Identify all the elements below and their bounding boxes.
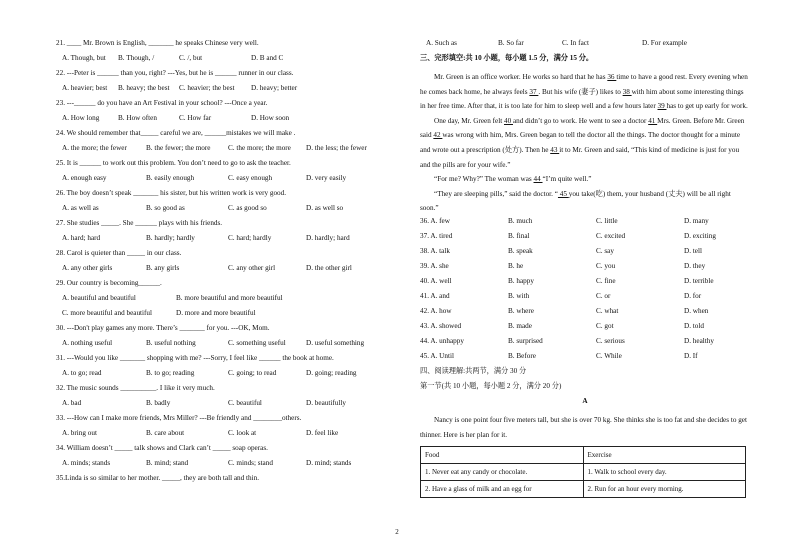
answer-option[interactable]: D. beautifully (306, 399, 346, 407)
answer-option[interactable]: C. fine (596, 276, 616, 285)
question-stem: 33. ---How can I make more friends, Mrs Miller? ---Be friendly and ________others. (56, 414, 302, 422)
answer-option[interactable]: A. nothing useful (62, 339, 113, 347)
paragraph-text: you take(吃) them, your husband (丈夫) will be all right soon.” (420, 189, 731, 213)
left-column (56, 40, 390, 490)
question-options (56, 235, 390, 250)
blank: 45 (557, 189, 569, 198)
question-stem: 22. ---Peter is ______ than you, right? ---Yes, but he is ______ runner in our class. (56, 69, 294, 77)
question-options (56, 145, 390, 160)
answer-option[interactable]: D. when (684, 306, 709, 315)
answer-option[interactable]: 45. A. Until (420, 351, 454, 360)
answer-option[interactable]: B. any girls (146, 264, 180, 272)
question-stem: 29. Our country is becoming______. (56, 279, 162, 287)
answer-option[interactable]: C. While (596, 351, 622, 360)
question-options (56, 175, 390, 190)
answer-option[interactable]: A. heavier; best (62, 84, 108, 92)
answer-option[interactable]: B. happy (508, 276, 534, 285)
question-stem: 35.Linda is so similar to her mother. _____, they are both tall and thin. (56, 474, 260, 482)
paragraph-text: with him about some interesting things in her free time. After that, it is too late for him to sleep well and a few hours later (420, 87, 744, 111)
answer-option[interactable]: C. as good so (228, 204, 267, 212)
answer-option[interactable]: B. care about (146, 429, 185, 437)
option-35-d[interactable]: D. For example (642, 39, 687, 47)
answer-option[interactable]: C. /, but (179, 54, 203, 62)
answer-option[interactable]: C. any other girl (228, 264, 276, 272)
answer-option[interactable]: A. Though, but (62, 54, 106, 62)
cloze-options (420, 218, 750, 368)
paragraph-text: it to Mr. Green and said, “This kind of medicine is just for you and the pills are for your wife.” (420, 145, 740, 169)
answer-option[interactable]: 38. A. talk (420, 246, 450, 255)
blank: 36 (607, 73, 617, 81)
question-options (56, 340, 390, 355)
paragraph-text: One day, Mr. Green felt (434, 116, 504, 125)
cloze-option-row (420, 233, 750, 248)
answer-option[interactable]: B. surprised (508, 336, 543, 345)
answer-option[interactable]: C. more beautiful and beautiful (62, 309, 153, 317)
table-cell: 2. Run for an hour every morning. (583, 481, 746, 498)
option-35-b[interactable]: B. So far (498, 39, 524, 47)
answer-option[interactable]: D. How soon (251, 114, 290, 122)
table-row (421, 464, 746, 481)
question-options (56, 55, 390, 70)
answer-option[interactable]: C. the more; the more (228, 144, 291, 152)
cloze-paragraph-1 (420, 70, 750, 114)
answer-option[interactable]: D. for (684, 291, 702, 300)
cloze-paragraph-4 (420, 187, 750, 216)
answer-option[interactable]: A. How long (62, 114, 100, 122)
question-stem: 25. It is ______ to work out this problem. You don’t need to go to ask the teacher. (56, 159, 291, 167)
answer-option[interactable]: A. bad (62, 399, 82, 407)
answer-option[interactable]: D. tell (684, 246, 702, 255)
passage-text: Nancy is one point four five meters tall, but she is over 70 kg. She thinks she is too fat and she decides to get thinner. Here is her plan for it. (420, 415, 747, 439)
question-options (56, 430, 390, 445)
question-options (56, 310, 390, 325)
answer-option[interactable]: B. speak (508, 246, 533, 255)
answer-option[interactable]: D. mind; stands (306, 459, 352, 467)
answer-option[interactable]: C. what (596, 306, 619, 315)
answer-option[interactable]: B. heavy; the best (118, 84, 170, 92)
answer-option[interactable]: D. they (684, 261, 706, 270)
answer-option[interactable]: B. where (508, 306, 534, 315)
blank: 39 (657, 102, 667, 111)
answer-option[interactable]: B. mind; stand (146, 459, 189, 467)
answer-option[interactable]: A. bring out (62, 429, 97, 437)
paragraph-text: . But his wife (妻子) likes to (538, 87, 623, 96)
paragraph-text: was wrong with him, Mrs. Green began to tell the doctor all the things. The doctor thought for a minute and wrote out a prescription (处方). Then he (420, 131, 741, 154)
blank: 37 (529, 87, 539, 96)
answer-option[interactable]: A. enough easy (62, 174, 107, 182)
answer-option[interactable]: D. terrible (684, 276, 714, 285)
paragraph-text: Mr. Green is an office worker. He works so hard that he has (434, 73, 608, 81)
cloze-option-row (420, 218, 750, 233)
question-options (56, 265, 390, 280)
answer-option[interactable]: D. more and more beautiful (176, 309, 256, 317)
answer-option[interactable]: A. to go; read (62, 369, 102, 377)
blank: 42 (433, 131, 443, 140)
answer-option[interactable]: 40. A. well (420, 276, 452, 285)
answer-option[interactable]: C. heavier; the best (179, 84, 235, 92)
answer-option[interactable]: B. final (508, 231, 530, 240)
page-number: 2 (395, 528, 399, 536)
answer-option[interactable]: B. the fewer; the more (146, 144, 211, 152)
cloze-option-row (420, 278, 750, 293)
answer-option[interactable]: D. as well so (306, 204, 344, 212)
answer-option[interactable]: 36. A. few (420, 216, 450, 225)
section1-heading: 第一节(共 10 小题，每小题 2 分，满分 20 分) (420, 381, 562, 390)
paragraph-text: has to get up early for work. (666, 102, 748, 111)
answer-option[interactable]: D. very easily (306, 174, 347, 182)
question-options (56, 205, 390, 220)
answer-option[interactable]: D. hardly; hard (306, 234, 350, 242)
cloze-paragraph-3 (420, 172, 750, 187)
question-options (56, 295, 390, 310)
answer-option[interactable]: D. healthy (684, 336, 714, 345)
answer-option[interactable]: A. as well as (62, 204, 99, 212)
cloze-paragraph-2 (420, 114, 750, 172)
answer-option[interactable]: A. beautiful and beautiful (62, 294, 136, 302)
question-stem: 23. ---______ do you have an Art Festival in your school? ---Once a year. (56, 99, 268, 107)
answer-option[interactable]: B. made (508, 321, 532, 330)
option-35-a[interactable]: A. Such as (426, 39, 457, 47)
question-options (56, 115, 390, 130)
blank: 40 (504, 116, 513, 125)
answer-option[interactable]: B. to go; reading (146, 369, 195, 377)
answer-option[interactable]: 37. A. tired (420, 231, 453, 240)
answer-option[interactable]: 44. A. unhappy (420, 336, 464, 345)
cloze-option-row (420, 293, 750, 308)
answer-option[interactable]: C. something useful (228, 339, 286, 347)
table-row (421, 481, 746, 498)
answer-option[interactable]: A. any other girls (62, 264, 113, 272)
answer-option[interactable]: B. much (508, 216, 533, 225)
question-stem: 26. The boy doesn’t speak _______ his sister, but his written work is very good. (56, 189, 287, 197)
answer-option[interactable]: C. say (596, 246, 614, 255)
blank: 44 (533, 175, 543, 184)
answer-option[interactable]: C. going; to read (228, 369, 277, 377)
answer-option[interactable]: D. the other girl (306, 264, 352, 272)
table-cell: 2. Have a glass of milk and an egg for (421, 481, 584, 498)
cloze-option-row (420, 263, 750, 278)
answer-option[interactable]: D. going; reading (306, 369, 357, 377)
answer-option[interactable]: D. many (684, 216, 709, 225)
answer-option[interactable]: B. badly (146, 399, 171, 407)
paragraph-text: “For me? Why?” The woman was (434, 175, 534, 184)
answer-option[interactable]: A. hard; hard (62, 234, 101, 242)
right-column (420, 40, 750, 498)
answer-option[interactable]: B. useful nothing (146, 339, 196, 347)
answer-option[interactable]: 41. A. and (420, 291, 450, 300)
answer-option[interactable]: B. he (508, 261, 524, 270)
answer-option[interactable]: B. hardly; hardly (146, 234, 195, 242)
question-35-options (420, 40, 750, 55)
cloze-option-row (420, 248, 750, 263)
table-cell: 1. Never eat any candy or chocolate. (421, 464, 584, 481)
answer-option[interactable]: B. so good as (146, 204, 185, 212)
question-options (56, 400, 390, 415)
answer-option[interactable]: C. got (596, 321, 614, 330)
cloze-option-row (420, 353, 750, 368)
answer-option[interactable]: C. little (596, 216, 618, 225)
blank: 43 (550, 145, 560, 154)
answer-option[interactable]: C. or (596, 291, 611, 300)
reading-heading: 四、阅读理解:共两节，满分 30 分 (420, 366, 527, 375)
blank: 41 (648, 116, 658, 125)
answer-option[interactable]: A. the more; the fewer (62, 144, 127, 152)
answer-option[interactable]: A. minds; stands (62, 459, 111, 467)
question-stem: 30. ---Don't play games any more. There’s _______ for you. ---OK, Mom. (56, 324, 270, 332)
question-stem: 32. The music sounds __________. I like it very much. (56, 384, 215, 392)
plan-table (420, 446, 746, 498)
option-35-c[interactable]: C. In fact (562, 39, 589, 47)
question-stem: 24. We should remember that_____ careful we are, ______mistakes we will make . (56, 129, 296, 137)
cloze-option-row (420, 323, 750, 338)
answer-option[interactable]: C. serious (596, 336, 625, 345)
question-options (56, 370, 390, 385)
answer-option[interactable]: D. the less; the fewer (306, 144, 367, 152)
answer-option[interactable]: D. useful something (306, 339, 365, 347)
table-cell: 1. Walk to school every day. (583, 464, 746, 481)
table-cell: Food (421, 447, 584, 464)
paragraph-text: “I’m quite well.” (542, 175, 592, 184)
answer-option[interactable]: C. How far (179, 114, 212, 122)
answer-option[interactable]: B. more beautiful and more beautiful (176, 294, 283, 302)
passage-letter: A (582, 396, 588, 405)
cloze-option-row (420, 308, 750, 323)
question-stem: 31. ---Would you like _______ shopping with me? ---Sorry, I feel like ______ the book at home. (56, 354, 334, 362)
answer-option[interactable]: B. Before (508, 351, 536, 360)
blank: 38 (622, 87, 632, 96)
paragraph-text: time to have a good rest. Every evening when he comes back home, he always feels (420, 73, 748, 96)
question-stem: 28. Carol is quieter than _____ in our class. (56, 249, 182, 257)
answer-option[interactable]: C. look at (228, 429, 257, 437)
answer-option[interactable]: C. minds; stand (228, 459, 273, 467)
cloze-heading: 三、完形填空:共 10 小题，每小题 1.5 分，满分 15 分。 (420, 54, 594, 62)
answer-option[interactable]: D. If (684, 351, 698, 360)
answer-option[interactable]: B. easily enough (146, 174, 195, 182)
answer-option[interactable]: 42. A. how (420, 306, 452, 315)
answer-option[interactable]: B. How often (118, 114, 157, 122)
answer-option[interactable]: B. with (508, 291, 530, 300)
answer-option[interactable]: C. you (596, 261, 616, 270)
answer-option[interactable]: 39. A. she (420, 261, 449, 270)
answer-option[interactable]: D. heavy; better (251, 84, 298, 92)
paragraph-text: “They are sleeping pills,” said the doctor. “ (434, 189, 558, 198)
question-options (56, 460, 390, 475)
table-row (421, 447, 746, 464)
answer-option[interactable]: C. excited (596, 231, 626, 240)
question-options (56, 85, 390, 100)
paragraph-text: and didn’t go to work. He went to see a doctor (512, 116, 649, 125)
answer-option[interactable]: D. told (684, 321, 704, 330)
answer-option[interactable]: C. easy enough (228, 174, 273, 182)
question-stem: 21. ____ Mr. Brown is English, _______ he speaks Chinese very well. (56, 39, 259, 47)
paragraph-text: Mrs. Green. Before Mr. Green said (420, 116, 745, 140)
cloze-option-row (420, 338, 750, 353)
question-stem: 27. She studies _____. She ______ plays with his friends. (56, 219, 223, 227)
answer-option[interactable]: D. B and C (251, 54, 284, 62)
answer-option[interactable]: C. hard; hardly (228, 234, 272, 242)
question-stem: 34. William doesn’t _____ talk shows and Clark can’t _____ soap operas. (56, 444, 268, 452)
answer-option[interactable]: C. beautiful (228, 399, 262, 407)
answer-option[interactable]: D. feel like (306, 429, 339, 437)
table-cell: Exercise (583, 447, 746, 464)
answer-option[interactable]: D. exciting (684, 231, 716, 240)
answer-option[interactable]: B. Though, / (118, 54, 155, 62)
answer-option[interactable]: 43. A. showed (420, 321, 462, 330)
